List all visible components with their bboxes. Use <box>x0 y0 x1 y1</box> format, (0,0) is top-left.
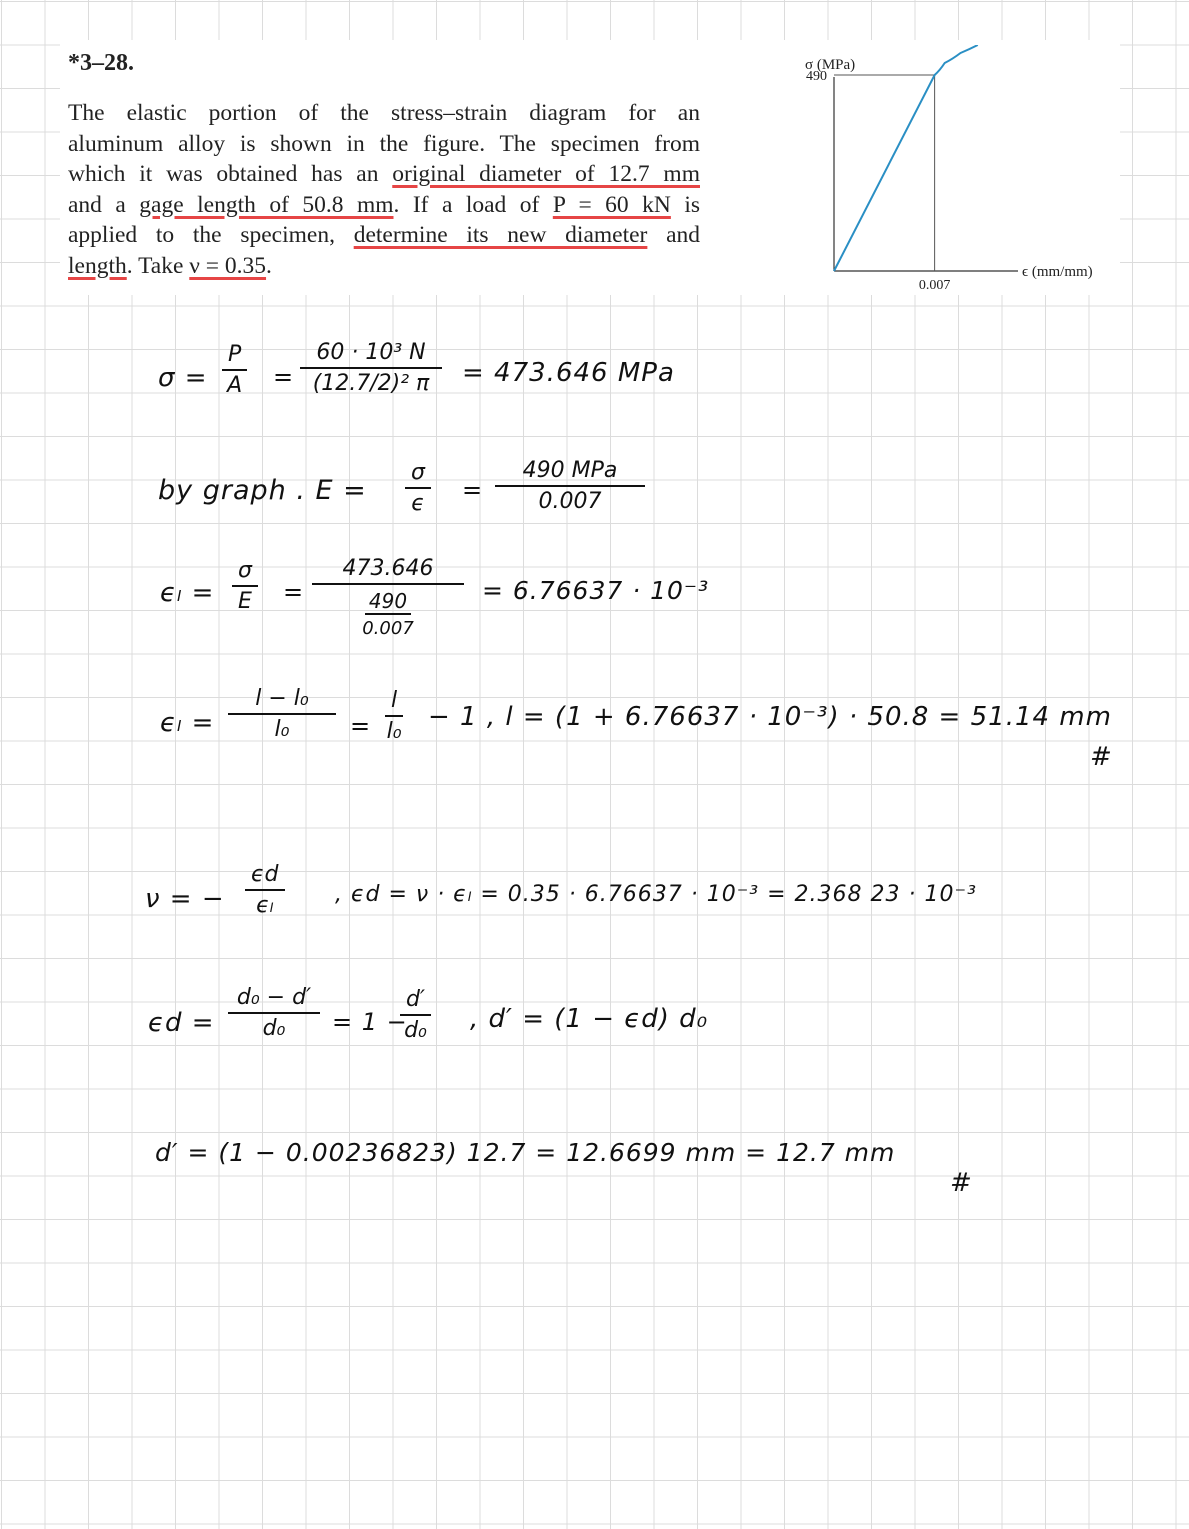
ed-over-el <box>245 862 285 918</box>
underline-length: length <box>68 252 127 279</box>
new-diameter-formula: , d′ = (1 − ϵd) d₀ <box>470 1004 709 1034</box>
frac-num: 473.646 <box>312 556 464 585</box>
strain-lhs: ϵₗ = <box>160 578 215 608</box>
stress-strain-figure <box>800 45 1120 295</box>
strain-def-lhs: ϵₗ = <box>160 708 215 738</box>
equals: = <box>350 712 372 740</box>
problem-number: *3–28. <box>68 50 134 76</box>
frac-num: d′ <box>400 987 431 1016</box>
problem-box <box>60 40 1120 295</box>
answer-mark: # <box>1090 742 1113 772</box>
frac-den: l₀ <box>274 717 290 742</box>
new-diameter-result: d′ = (1 − 0.00236823) 12.7 = 12.6699 mm = 12.7 mm <box>155 1138 896 1167</box>
stress-strain-curve <box>834 45 978 271</box>
x-tick-label: 0.007 <box>918 278 951 293</box>
frac-num: 60 · 10³ N <box>300 340 442 369</box>
frac-den <box>312 585 464 640</box>
length-change-fraction <box>228 686 336 742</box>
frac-den: E <box>238 589 252 614</box>
frac-num: l <box>385 688 403 717</box>
frac-den: 0.007 <box>538 489 602 514</box>
lateral-strain-lhs: ϵd = <box>148 1008 215 1038</box>
graph-modulus-lhs: by graph . E = <box>158 475 367 506</box>
load-over-area <box>300 340 442 396</box>
statement-text: applied to the specimen, <box>68 222 335 248</box>
frac-num: σ <box>232 558 258 587</box>
equals: = <box>462 476 484 504</box>
l-over-l0 <box>385 688 403 744</box>
frac-den: ϵ <box>411 491 425 516</box>
frac-num: P <box>222 342 247 371</box>
frac-den: d₀ <box>262 1016 286 1041</box>
statement-text: . If a load of <box>393 191 540 218</box>
statement-line-3 <box>68 159 700 190</box>
underline-determine: determine its new diameter <box>353 222 648 248</box>
statement-line-6 <box>68 251 700 282</box>
statement-line-5 <box>68 220 700 251</box>
y-axis-label: σ (MPa) <box>805 57 856 73</box>
poisson-lhs: ν = − <box>145 884 225 914</box>
equals-one-minus: = 1 − <box>332 1008 408 1036</box>
sigma-over-eps <box>405 460 431 516</box>
statement-line-4 <box>68 190 700 221</box>
underline-gage-length: gage length of 50.8 mm <box>139 191 394 218</box>
frac-den: A <box>227 373 243 398</box>
frac-den: l₀ <box>386 719 402 744</box>
equals: = <box>283 578 305 606</box>
strain-fraction <box>312 556 464 640</box>
sigma-lhs: σ = <box>158 363 208 393</box>
frac-den: ϵₗ <box>256 893 274 918</box>
nested-num: 490 <box>365 589 411 615</box>
frac-num: σ <box>405 460 431 489</box>
frac-num: l − l₀ <box>228 686 336 715</box>
d-prime-over-d0 <box>400 987 431 1043</box>
lateral-strain-result: , ϵd = ν · ϵₗ = 0.35 · 6.76637 · 10⁻³ = 2.368 23 · 10⁻³ <box>335 882 977 907</box>
problem-statement <box>68 98 700 281</box>
underline-load: P = 60 kN <box>552 191 671 218</box>
statement-line-1: The elastic portion of the stress–strain diagram for an <box>68 100 700 126</box>
answer-mark: # <box>950 1168 973 1198</box>
statement-text: which it was obtained has an <box>68 161 379 187</box>
diameter-change-fraction <box>228 985 320 1041</box>
modulus-value <box>495 458 645 514</box>
frac-num: d₀ − d′ <box>228 985 320 1014</box>
nested-den: 0.007 <box>362 618 414 639</box>
stress-result: = 473.646 MPa <box>462 358 675 388</box>
statement-line-2: aluminum alloy is shown in the figure. The specimen from <box>68 130 700 157</box>
frac-den: d₀ <box>404 1018 427 1043</box>
frac-num: ϵd <box>245 862 285 891</box>
statement-text: . <box>266 252 272 279</box>
underline-diameter: original diameter of 12.7 mm <box>392 161 700 187</box>
p-over-a <box>222 342 247 398</box>
frac-den: (12.7/2)² π <box>312 371 430 396</box>
underline-poisson: ν = 0.35 <box>189 252 267 279</box>
equals: = <box>273 363 295 391</box>
statement-text: and a <box>68 191 126 218</box>
sigma-over-e <box>232 558 258 614</box>
statement-text: is <box>684 191 701 218</box>
statement-text: . Take <box>126 252 184 279</box>
y-tick-label: 490 <box>806 69 827 84</box>
new-length-result: − 1 , l = (1 + 6.76637 · 10⁻³) · 50.8 = 51.14 mm <box>428 702 1112 732</box>
x-axis-label: ϵ (mm/mm) <box>1022 264 1093 280</box>
frac-num: 490 MPa <box>495 458 645 487</box>
strain-result: = 6.76637 · 10⁻³ <box>482 576 710 605</box>
statement-text: and <box>666 222 701 248</box>
